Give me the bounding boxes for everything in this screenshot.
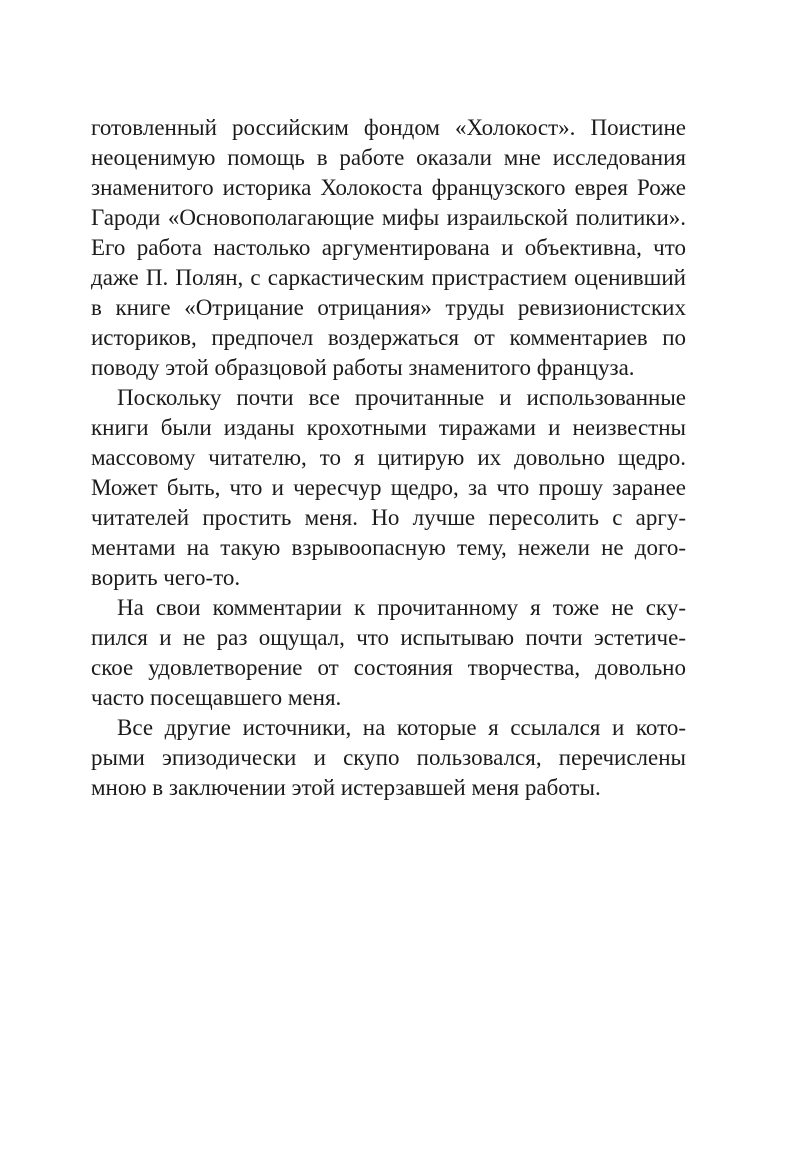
text-line: рыми эпизодически и скупо пользовался, перечислены bbox=[91, 745, 686, 770]
text-line: ское удовлетворение от состояния творчества, довольно bbox=[91, 655, 686, 680]
text-line: неоценимую помощь в работе оказали мне исследования bbox=[91, 145, 686, 170]
text-line: Гароди «Основополагающие мифы израильской политики». bbox=[91, 205, 686, 230]
text-line: часто посещавшего меня. bbox=[91, 685, 342, 710]
paragraph bbox=[91, 113, 686, 383]
paragraph bbox=[91, 713, 686, 803]
text-line: Его работа настолько аргументирована и объективна, что bbox=[91, 235, 686, 260]
text-line: пился и не раз ощущал, что испытываю почти эстетиче- bbox=[91, 625, 686, 650]
text-line: массовому читателю, то я цитирую их довольно щедро. bbox=[91, 445, 686, 470]
text-line: книги были изданы крохотными тиражами и неизвестны bbox=[91, 415, 686, 440]
text-line: Все другие источники, на которые я ссылался и кото- bbox=[117, 715, 686, 740]
text-line: мною в заключении этой истерзавшей меня работы. bbox=[91, 775, 601, 800]
text-line: поводу этой образцовой работы знаменитого француза. bbox=[91, 355, 635, 380]
text-line: историков, предпочел воздержаться от комментариев по bbox=[91, 325, 686, 350]
text-line: На свои комментарии к прочитанному я тоже не ску- bbox=[117, 595, 686, 620]
text-line: Может быть, что и чересчур щедро, за что прошу заранее bbox=[91, 475, 686, 500]
text-line: в книге «Отрицание отрицания» труды ревизионистских bbox=[91, 295, 686, 320]
text-line: ментами на такую взрывоопасную тему, нежели не дого- bbox=[91, 535, 686, 560]
text-line: Поскольку почти все прочитанные и использованные bbox=[117, 385, 686, 410]
paragraph bbox=[91, 383, 686, 593]
text-line: даже П. Полян, с саркастическим пристрастием оценивший bbox=[91, 265, 686, 290]
book-text-block bbox=[91, 113, 686, 803]
text-line: знаменитого историка Холокоста французского еврея Роже bbox=[91, 175, 686, 200]
text-line: читателей простить меня. Но лучше пересолить с аргу- bbox=[91, 505, 686, 530]
text-line: ворить чего-то. bbox=[91, 565, 241, 590]
paragraph bbox=[91, 593, 686, 713]
text-line: готовленный российским фондом «Холокост». Поистине bbox=[91, 115, 686, 140]
